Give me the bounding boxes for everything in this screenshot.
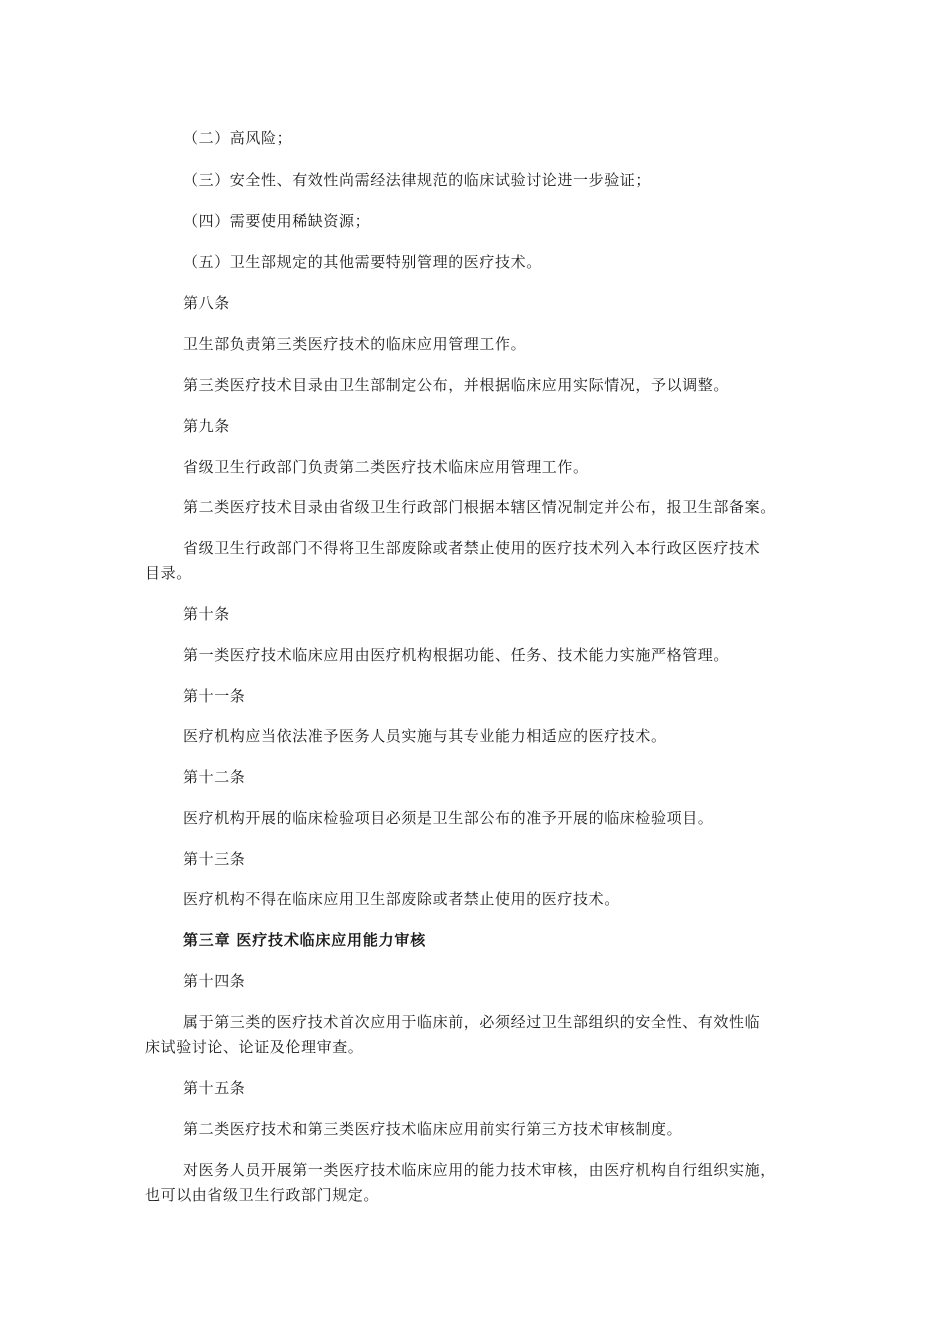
paragraph: 对医务人员开展第一类医疗技术临床应用的能力技术审核，由医疗机构自行组织实施，: [183, 1161, 776, 1179]
list-item-4: （四）需要使用稀缺资源；: [183, 212, 371, 230]
article-14-title: 第十四条: [183, 972, 246, 990]
paragraph: 第二类医疗技术目录由省级卫生行政部门根据本辖区情况制定并公布，报卫生部备案。: [183, 498, 776, 516]
paragraph-continuation: 床试验讨论、论证及伦理审查。: [145, 1038, 364, 1056]
list-item-5: （五）卫生部规定的其他需要特别管理的医疗技术。: [183, 253, 542, 271]
paragraph: 医疗机构不得在临床应用卫生部废除或者禁止使用的医疗技术。: [183, 890, 620, 908]
paragraph: 省级卫生行政部门不得将卫生部废除或者禁止使用的医疗技术列入本行政区医疗技术: [183, 539, 761, 557]
paragraph: 第一类医疗技术临床应用由医疗机构根据功能、任务、技术能力实施严格管理。: [183, 646, 730, 664]
paragraph: 属于第三类的医疗技术首次应用于临床前，必须经过卫生部组织的安全性、有效性临: [183, 1013, 761, 1031]
article-11-title: 第十一条: [183, 687, 246, 705]
article-13-title: 第十三条: [183, 850, 246, 868]
paragraph-continuation: 也可以由省级卫生行政部门规定。: [145, 1186, 380, 1204]
article-15-title: 第十五条: [183, 1079, 246, 1097]
list-item-2: （二）高风险；: [183, 129, 293, 147]
list-item-3: （三）安全性、有效性尚需经法律规范的临床试验讨论进一步验证；: [183, 171, 652, 189]
paragraph: 医疗机构开展的临床检验项目必须是卫生部公布的准予开展的临床检验项目。: [183, 809, 714, 827]
paragraph-continuation: 目录。: [145, 564, 192, 582]
article-10-title: 第十条: [183, 605, 230, 623]
paragraph: 第三类医疗技术目录由卫生部制定公布，并根据临床应用实际情况，予以调整。: [183, 376, 730, 394]
article-9-title: 第九条: [183, 417, 230, 435]
chapter-3-heading: 第三章 医疗技术临床应用能力审核: [183, 931, 427, 949]
article-12-title: 第十二条: [183, 768, 246, 786]
article-8-title: 第八条: [183, 294, 230, 312]
paragraph: 卫生部负责第三类医疗技术的临床应用管理工作。: [183, 335, 527, 353]
paragraph: 省级卫生行政部门负责第二类医疗技术临床应用管理工作。: [183, 458, 589, 476]
paragraph: 医疗机构应当依法准予医务人员实施与其专业能力相适应的医疗技术。: [183, 727, 667, 745]
paragraph: 第二类医疗技术和第三类医疗技术临床应用前实行第三方技术审核制度。: [183, 1120, 683, 1138]
